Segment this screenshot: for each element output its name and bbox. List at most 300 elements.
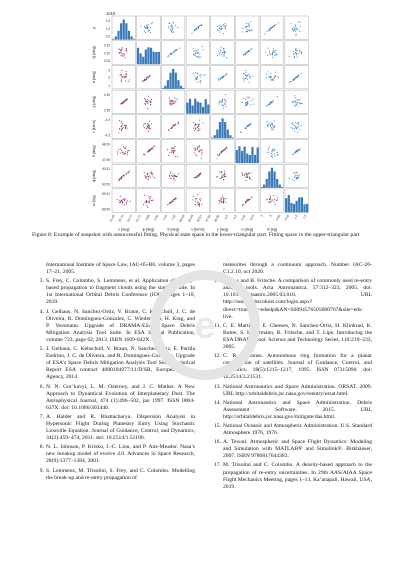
scatter-point <box>221 199 222 200</box>
scatter-point <box>268 71 269 72</box>
scatter-point <box>226 198 227 199</box>
scatter-point <box>144 31 145 32</box>
column-axis-label: ϕ [deg] <box>142 227 155 232</box>
histogram-bar <box>205 99 207 114</box>
scatter-point <box>269 199 270 200</box>
scatter-point <box>117 151 118 152</box>
subplot-cell <box>236 16 260 40</box>
scatter-point <box>146 128 147 129</box>
scatter-point <box>194 30 195 31</box>
scatter-point <box>266 106 267 107</box>
scatter-point <box>224 175 225 176</box>
subplot-cell <box>211 189 235 213</box>
scatter-point <box>219 54 220 55</box>
reference-entry <box>33 278 195 306</box>
scatter-point <box>245 99 246 100</box>
scatter-point <box>201 24 202 25</box>
scatter-point <box>149 202 150 203</box>
row-tick-label: 1.0 <box>105 26 110 31</box>
scatter-point <box>151 171 152 172</box>
reference-text: J. Gelhaus, C. Kebschull, V. Braun, N. Sanchez-Ortiz, E. Parilla Endrino, J. C. de Oliveira, and R. Dominguez-Gonzalez. Upgrade of ESA’s Space Debris Mitigation Analysis Tool Suite. Technical Report ESA contract 4000104977/11/D/SR, European Space Agency, 2014. <box>46 346 195 381</box>
scatter-point <box>144 172 145 173</box>
scatter-point <box>196 50 197 51</box>
scatter-point <box>219 32 220 33</box>
column-tick-label: 0.88 <box>144 214 151 222</box>
scatter-point <box>294 152 295 153</box>
scatter-point <box>122 54 123 55</box>
scatter-point <box>247 31 248 32</box>
scatter-point <box>195 204 196 205</box>
scatter-point <box>277 197 278 198</box>
scatter-point <box>199 147 200 148</box>
scatter-point <box>296 50 297 51</box>
scatter-point <box>170 25 171 26</box>
scatter-point <box>129 79 130 80</box>
scatter-point <box>242 172 243 173</box>
scatter-point <box>273 51 274 52</box>
scatter-point <box>171 175 172 176</box>
scatter-point <box>217 176 218 177</box>
column-tick-label: 1.0 <box>293 214 299 220</box>
subplot-cell <box>161 115 185 139</box>
scatter-point <box>118 149 119 150</box>
scatter-point <box>296 48 297 49</box>
scatter-point <box>143 80 144 81</box>
scatter-point <box>274 204 275 205</box>
scatter-point <box>174 97 175 98</box>
scatter-point <box>127 151 128 152</box>
scatter-point <box>151 99 152 100</box>
histogram-bar <box>142 57 144 64</box>
scatter-point <box>249 82 250 83</box>
scatter-point <box>125 147 126 148</box>
scatter-point <box>143 154 144 155</box>
reference-entry <box>33 414 195 442</box>
scatter-point <box>148 124 149 125</box>
scatter-point <box>126 71 127 72</box>
scatter-point <box>297 29 298 30</box>
scatter-point <box>124 174 125 175</box>
scatter-point <box>245 54 246 55</box>
scatter-point <box>274 76 275 77</box>
scatter-point <box>242 102 243 103</box>
scatter-point <box>242 174 243 175</box>
scatter-point <box>272 101 273 102</box>
scatter-point <box>167 149 168 150</box>
histogram-bar <box>169 73 171 89</box>
subplot-cell <box>161 16 185 40</box>
histogram-bar <box>290 203 292 212</box>
scatter-point <box>292 102 293 103</box>
scatter-point <box>173 52 174 53</box>
scatter-point <box>200 173 201 174</box>
scatter-point <box>148 31 149 32</box>
reference-number: 5. <box>39 346 44 353</box>
scatter-point <box>249 76 250 77</box>
scatter-point <box>274 120 275 121</box>
scatter-point <box>219 200 220 201</box>
scatter-point <box>271 127 272 128</box>
column-tick-label: 7.61 <box>161 214 169 222</box>
scatter-point <box>195 148 196 149</box>
corner-plot-figure <box>88 8 328 236</box>
reference-text: A. Tewari. Atmospheric and Space Flight Dynamics: Modeling and Simulation with MATLAB® and Simulink®. Birkhäuser, 2007. ISBN 9780817644383. <box>223 439 372 460</box>
scatter-point <box>149 150 150 151</box>
scatter-point <box>146 79 147 80</box>
scatter-point <box>245 180 246 181</box>
column-tick-label: 0.05 <box>274 214 282 222</box>
scatter-point <box>245 102 246 103</box>
scatter-point <box>220 101 221 102</box>
scatter-point <box>299 149 300 150</box>
subplot-cell <box>186 189 210 213</box>
histogram-bar <box>177 80 179 89</box>
scatter-point <box>298 53 299 54</box>
scatter-point <box>270 125 271 126</box>
histogram-bar <box>117 31 119 40</box>
scatter-point <box>123 153 124 154</box>
scatter-point <box>275 24 276 25</box>
scatter-point <box>177 156 178 157</box>
scatter-point <box>173 152 174 153</box>
row-tick-label: 47.96 <box>102 158 110 162</box>
scatter-point <box>126 203 127 204</box>
histogram-bar <box>227 130 229 139</box>
scatter-point <box>271 151 272 152</box>
scatter-point <box>223 208 224 209</box>
scatter-point <box>123 146 124 147</box>
scatter-point <box>119 128 120 129</box>
subplot-cell <box>260 41 284 64</box>
subplot-cell <box>161 90 185 114</box>
scatter-point <box>247 177 248 178</box>
scatter-point <box>196 155 197 156</box>
scatter-point <box>145 177 146 178</box>
scatter-point <box>267 124 268 125</box>
scatter-point <box>250 49 251 50</box>
scatter-point <box>126 174 127 175</box>
scatter-point <box>171 27 172 28</box>
scatter-point <box>271 122 272 123</box>
scatter-point <box>300 25 301 26</box>
scatter-point <box>270 78 271 79</box>
column-tick-label: 3 <box>268 214 273 218</box>
subplot-cell <box>161 189 185 213</box>
scatter-point <box>170 29 171 30</box>
histogram-bar <box>257 148 259 163</box>
histogram-bar <box>238 146 240 163</box>
references-left-column <box>33 262 195 484</box>
scatter-point <box>275 50 276 51</box>
reference-entry <box>210 262 372 276</box>
scatter-point <box>224 76 225 77</box>
subplot-cell <box>236 65 260 89</box>
scatter-point <box>225 23 226 24</box>
column-axis-label: λ [deg] <box>118 227 130 232</box>
scatter-point <box>171 30 172 31</box>
scatter-point <box>223 25 224 26</box>
scatter-point <box>226 25 227 26</box>
row-tick-label: -4.0 <box>104 117 110 122</box>
scatter-point <box>272 149 273 150</box>
scatter-point <box>301 73 302 74</box>
scatter-point <box>127 200 128 201</box>
scatter-point <box>146 25 147 26</box>
scatter-point <box>172 101 173 102</box>
scatter-point <box>220 50 221 51</box>
scatter-point <box>273 78 274 79</box>
scatter-point <box>294 97 295 98</box>
scatter-point <box>126 126 127 127</box>
scatter-point <box>121 74 122 75</box>
scatter-point <box>248 24 249 25</box>
scatter-point <box>246 173 247 174</box>
scatter-point <box>119 200 120 201</box>
scatter-point <box>221 197 222 198</box>
column-tick-label: 48.00 <box>213 214 221 223</box>
scatter-point <box>268 202 269 203</box>
histogram-bar <box>296 201 298 213</box>
scatter-point <box>224 198 225 199</box>
scatter-point <box>167 204 168 205</box>
scatter-point <box>128 81 129 82</box>
scatter-point <box>176 49 177 50</box>
column-tick-label: 24.77 <box>126 214 134 223</box>
scatter-point <box>150 101 151 102</box>
subplot-cell <box>285 90 309 114</box>
histogram-bar <box>192 105 194 113</box>
scatter-point <box>170 178 171 179</box>
scatter-point <box>152 173 153 174</box>
scatter-point <box>200 81 201 82</box>
scatter-point <box>152 22 153 23</box>
reference-number: 11. <box>214 322 221 329</box>
scatter-point <box>248 51 249 52</box>
scatter-point <box>119 202 120 203</box>
scatter-point <box>120 201 121 202</box>
scatter-point <box>226 57 227 58</box>
reference-text: A. Halder and R. Bhattacharya. Dispersion Analysis in Hypersonic Flight During Planetary Entry Using Stochastic Liouville Equation. Journal of Guidance, Control, and Dynamics, 34(2):459–474, 2011. doi: 10.2514/1.51196. <box>46 413 195 442</box>
scatter-point <box>120 50 121 51</box>
scatter-point <box>174 50 175 51</box>
scatter-point <box>295 24 296 25</box>
scatter-point <box>121 103 122 104</box>
scatter-point <box>119 179 120 180</box>
scatter-point <box>268 126 269 127</box>
scatter-point <box>202 152 203 153</box>
scatter-point <box>175 25 176 26</box>
scatter-point <box>218 103 219 104</box>
reference-number: 15. <box>214 422 221 429</box>
scatter-point <box>124 125 125 126</box>
scatter-point <box>222 175 223 176</box>
scatter-point <box>119 52 120 53</box>
row-tick-label: 89.51 <box>102 191 110 196</box>
scatter-point <box>195 149 196 150</box>
scatter-point <box>242 175 243 176</box>
scatter-point <box>225 202 226 203</box>
scatter-point <box>295 28 296 29</box>
scatter-point <box>172 32 173 33</box>
scatter-point <box>299 99 300 100</box>
scatter-point <box>171 101 172 102</box>
scatter-point <box>219 25 220 26</box>
scatter-point <box>144 26 145 27</box>
scatter-point <box>147 126 148 127</box>
column-tick-label: 25.76 <box>117 214 125 223</box>
scatter-point <box>277 199 278 200</box>
reference-text: C. R. McInnes. Autonomous ring formation for a planar constellation of satellites. Journal of Guidance, Control, and Dynamics, 18(5):1215–1217, 1995. ISSN 07315090. doi: 10.2514/3.21531. <box>223 353 372 381</box>
scatter-point <box>291 123 292 124</box>
scatter-point <box>149 30 150 31</box>
reference-number: 9. <box>39 467 44 474</box>
scatter-point <box>172 28 173 29</box>
scatter-point <box>168 129 169 130</box>
scatter-point <box>171 53 172 54</box>
scatter-point <box>295 35 296 36</box>
scatter-point <box>295 152 296 153</box>
scatter-point <box>242 31 243 32</box>
scatter-point <box>174 146 175 147</box>
row-axis-label: ρ <box>92 26 96 29</box>
scatter-point <box>289 56 290 57</box>
scatter-point <box>246 23 247 24</box>
row-tick-label: 1 <box>108 83 110 88</box>
row-tick-label: 0.5 <box>105 34 110 39</box>
scatter-point <box>297 127 298 128</box>
scatter-point <box>170 202 171 203</box>
scatter-point <box>193 148 194 149</box>
histogram-bar <box>285 198 287 212</box>
column-tick-label: -4.0 <box>231 214 238 221</box>
row-tick-label: 90.51 <box>102 167 110 172</box>
scatter-point <box>150 177 151 178</box>
row-axis-label: v [km/s] <box>92 120 96 134</box>
scatter-point <box>195 55 196 56</box>
scatter-point <box>296 178 297 179</box>
scatter-point <box>153 146 154 147</box>
scatter-point <box>294 177 295 178</box>
histogram-bar <box>288 195 290 212</box>
histogram-bar <box>115 36 117 39</box>
reference-text: J. Gelhaus, N. Sanchez-Ortiz, V. Braun, C. Kebschull, J. C. de Oliveira, R. Dominguez-Gonzalez, C. Wiedemann, H. Krag, and P. Vorsmann. Upgrade of DRAMA-ESA’s Space Debris Mitigation Analysis Tool Suite. In ESA Special Publication, volume 723, page 62, 2013. ISBN 1609-042X. <box>46 308 195 343</box>
scatter-point <box>122 123 123 124</box>
histogram-bar <box>268 171 270 187</box>
subplot-cell <box>137 90 161 114</box>
scatter-point <box>196 52 197 53</box>
scatter-point <box>200 57 201 58</box>
scatter-point <box>299 174 300 175</box>
scatter-point <box>253 104 254 105</box>
histogram-bar <box>162 88 164 89</box>
scatter-point <box>269 146 270 147</box>
scatter-point <box>124 54 125 55</box>
scatter-point <box>170 54 171 55</box>
scatter-point <box>198 128 199 129</box>
scatter-point <box>126 49 127 50</box>
scatter-point <box>200 149 201 150</box>
scatter-point <box>168 26 169 27</box>
scatter-point <box>122 204 123 205</box>
scatter-point <box>150 196 151 197</box>
scatter-point <box>217 29 218 30</box>
scatter-point <box>147 76 148 77</box>
scatter-point <box>202 46 203 47</box>
subplot-cell <box>137 16 161 40</box>
scatter-point <box>122 128 123 129</box>
corner-plot <box>88 8 328 236</box>
histogram-bar <box>224 122 226 138</box>
row-tick-label: 48.00 <box>102 142 110 147</box>
histogram-bar <box>232 138 234 139</box>
scatter-point <box>273 126 274 127</box>
reference-entry <box>210 423 372 437</box>
scatter-point <box>149 198 150 199</box>
histogram-bar <box>186 102 188 113</box>
scatter-point <box>247 176 248 177</box>
scatter-point <box>220 200 221 201</box>
reference-entry <box>210 278 372 321</box>
scatter-point <box>200 76 201 77</box>
scatter-point <box>274 77 275 78</box>
scatter-point <box>174 147 175 148</box>
scatter-point <box>199 199 200 200</box>
scatter-point <box>247 79 248 80</box>
scatter-point <box>246 52 247 53</box>
scatter-point <box>122 47 123 48</box>
scatter-point <box>250 100 251 101</box>
row-axis-label: θ [deg] <box>92 145 96 158</box>
scatter-point <box>244 175 245 176</box>
scatter-point <box>221 173 222 174</box>
scatter-point <box>225 26 226 27</box>
scatter-point <box>124 101 125 102</box>
reference-text: N. N. Gor’kavyi, L. M. Ozernoy, and J. C. Mather. A New Approach to Dynamical Evolution of Interplanetary Dust. The Astrophysical Journal, 474 (1):496–502, jan 1997. ISSN 0004-637X. doi: 10.1086/303440. <box>46 383 195 411</box>
scatter-point <box>273 100 274 101</box>
scatter-point <box>204 74 205 75</box>
scatter-point <box>299 50 300 51</box>
scatter-point <box>194 152 195 153</box>
scatter-point <box>293 30 294 31</box>
scatter-point <box>197 73 198 74</box>
scatter-point <box>144 202 145 203</box>
scatter-point <box>121 177 122 178</box>
scatter-point <box>269 76 270 77</box>
scatter-point <box>248 200 249 201</box>
scatter-point <box>125 76 126 77</box>
histogram-bar <box>194 99 196 114</box>
scatter-point <box>119 129 120 130</box>
scatter-point <box>195 177 196 178</box>
scatter-point <box>248 26 249 27</box>
scatter-point <box>224 26 225 27</box>
row-tick-label: 2 <box>108 76 110 81</box>
scatter-point <box>121 81 122 82</box>
scatter-point <box>295 173 296 174</box>
scatter-point <box>296 28 297 29</box>
scatter-point <box>275 72 276 73</box>
scatter-point <box>248 74 249 75</box>
scatter-point <box>292 29 293 30</box>
scatter-point <box>125 74 126 75</box>
scatter-point <box>194 130 195 131</box>
scatter-point <box>144 103 145 104</box>
scatter-point <box>198 27 199 28</box>
scatter-point <box>268 123 269 124</box>
scatter-point <box>221 176 222 177</box>
scatter-point <box>294 53 295 54</box>
scatter-point <box>242 28 243 29</box>
